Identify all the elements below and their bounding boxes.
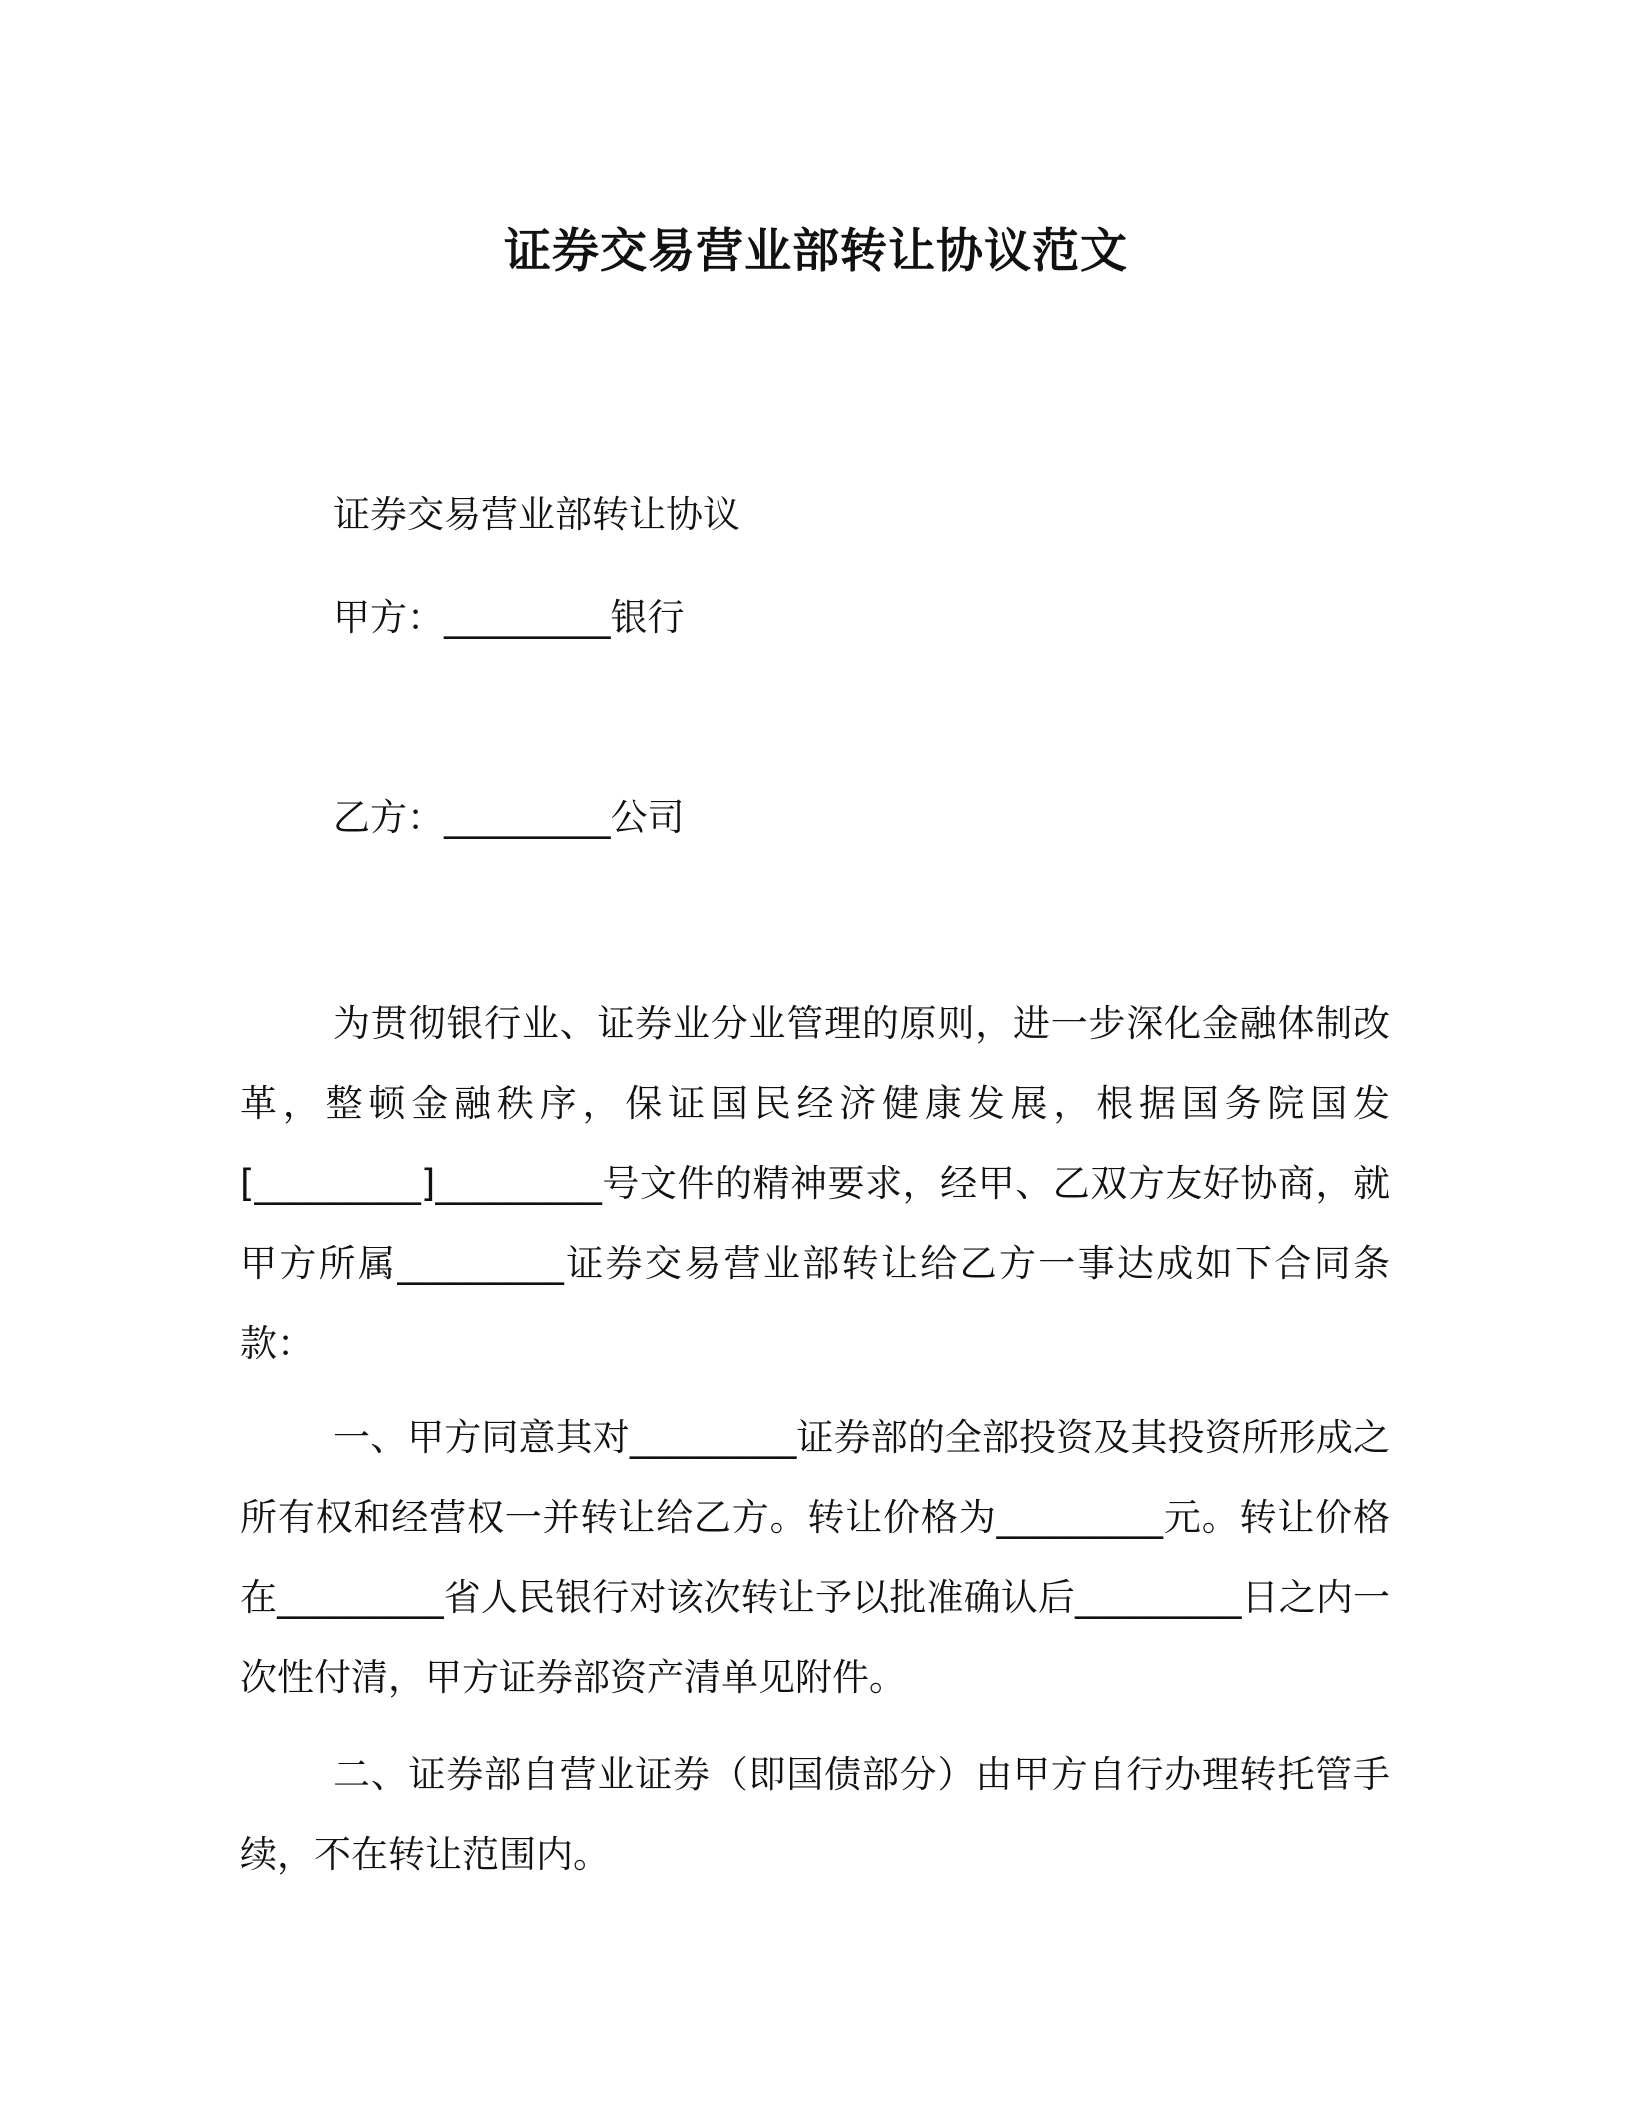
paragraph-text: 一、甲方同意其对_________证券部的全部投资及其投资所形成之所有权和经营权一并转让给乙方。转让价格为_________元。转让价格在_________省人民银行对该次转让予以批准确认后_________日之内一次性付清，甲方证券部资产清单见附件。	[240, 1416, 1390, 1699]
document-title: 证券交易营业部转让协议范文	[504, 224, 1128, 279]
party-a-line: 甲方：_________银行	[333, 596, 685, 639]
paragraph-text: 为贯彻银行业、证券业分业管理的原则，进一步深化金融体制改革，整顿金融秩序，保证国民经济健康发展，根据国务院国发[_________]_________号文件的精神要求，经甲、乙双方友好协商，就甲方所属_________证券交易营业部转让给乙方一事达成如下合同条款：	[240, 1002, 1390, 1365]
paragraph-clause-2	[240, 1735, 1390, 1895]
party-b-line: 乙方：_________公司	[333, 796, 685, 839]
agreement-heading: 证券交易营业部转让协议	[333, 493, 740, 536]
paragraph-preamble	[240, 984, 1390, 1384]
paragraph-clause-1	[240, 1398, 1390, 1718]
paragraph-text: 二、证券部自营业证券（即国债部分）由甲方自行办理转托管手续，不在转让范围内。	[240, 1753, 1390, 1876]
